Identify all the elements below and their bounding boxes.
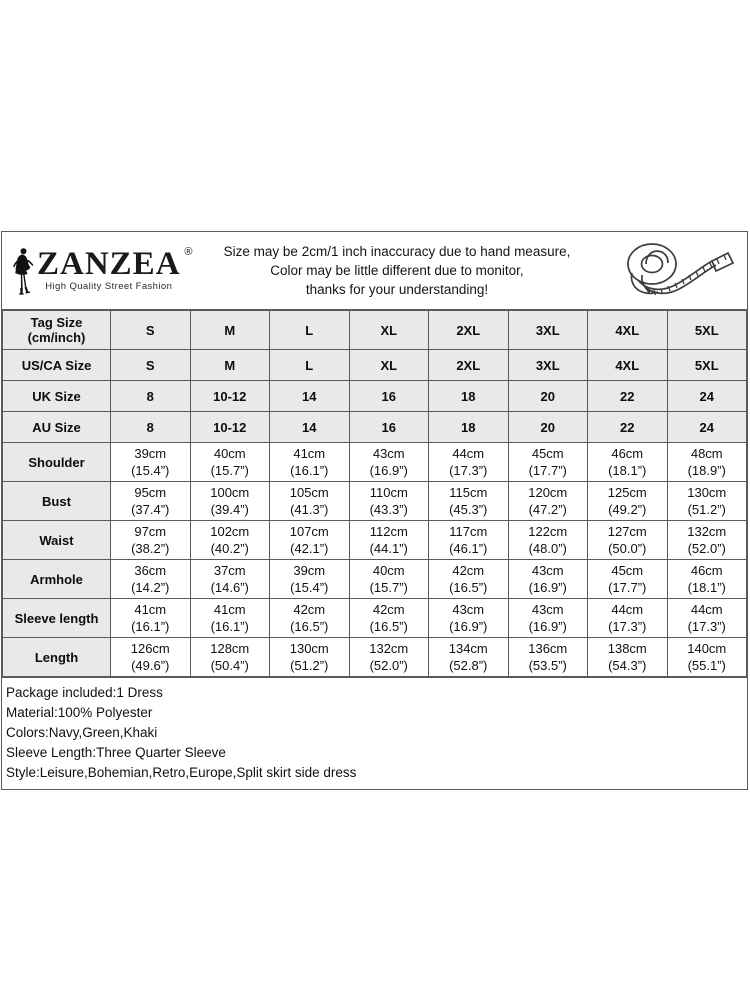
cell-waist-3xl bbox=[508, 521, 588, 560]
value-inch: (50.4”) bbox=[210, 658, 249, 673]
value-inch: (17.3”) bbox=[608, 619, 647, 634]
value-inch: (52.8”) bbox=[449, 658, 488, 673]
cell-shoulder-m bbox=[190, 443, 270, 482]
cell-uk-m: 10-12 bbox=[190, 381, 270, 412]
cell-shoulder-l bbox=[270, 443, 350, 482]
cell-us-ca-m: M bbox=[190, 350, 270, 381]
value-inch: (46.1”) bbox=[449, 541, 488, 556]
cell-shoulder-2xl bbox=[429, 443, 509, 482]
cell-waist-m bbox=[190, 521, 270, 560]
cell-sleeve-length-2xl bbox=[429, 599, 509, 638]
value-cm: 37cm bbox=[213, 563, 246, 578]
value-cm: 48cm bbox=[690, 446, 723, 461]
detail-material: Material:100% Polyester bbox=[6, 705, 153, 720]
value-cm: 110cm bbox=[369, 485, 408, 500]
row-header-line-2: (cm/inch) bbox=[27, 330, 86, 345]
value-inch: (44.1”) bbox=[369, 541, 408, 556]
value-inch: (16.9”) bbox=[528, 619, 567, 634]
row-header-us-ca-size: US/CA Size bbox=[3, 350, 111, 381]
cell-sleeve-length-3xl bbox=[508, 599, 588, 638]
cell-shoulder-s bbox=[111, 443, 191, 482]
cell-tag-size-l: L bbox=[270, 311, 350, 350]
cell-uk-l: 14 bbox=[270, 381, 350, 412]
value-inch: (18.1”) bbox=[608, 463, 647, 478]
chart-banner bbox=[2, 232, 747, 310]
cell-bust-s bbox=[111, 482, 191, 521]
value-inch: (16.5”) bbox=[369, 619, 408, 634]
value-inch: (16.9”) bbox=[528, 580, 567, 595]
size-table-body bbox=[3, 311, 747, 677]
value-cm: 97cm bbox=[134, 524, 167, 539]
value-cm: 105cm bbox=[289, 485, 329, 500]
table-row bbox=[3, 638, 747, 677]
cell-uk-5xl: 24 bbox=[667, 381, 747, 412]
brand-logo bbox=[2, 245, 194, 296]
value-cm: 41cm bbox=[293, 446, 326, 461]
value-inch: (52.0”) bbox=[369, 658, 408, 673]
row-header-armhole: Armhole bbox=[3, 560, 111, 599]
value-cm: 107cm bbox=[289, 524, 329, 539]
product-details bbox=[2, 677, 747, 789]
value-inch: (18.1”) bbox=[687, 580, 726, 595]
brand-name bbox=[37, 245, 194, 282]
table-row bbox=[3, 350, 747, 381]
value-inch: (18.9”) bbox=[687, 463, 726, 478]
cell-armhole-4xl bbox=[588, 560, 668, 599]
detail-style: Style:Leisure,Bohemian,Retro,Europe,Split skirt side dress bbox=[6, 765, 357, 780]
value-inch: (55.1”) bbox=[687, 658, 726, 673]
value-cm: 45cm bbox=[611, 563, 644, 578]
value-inch: (40.2”) bbox=[210, 541, 249, 556]
value-cm: 140cm bbox=[687, 641, 727, 656]
size-chart-container bbox=[1, 231, 748, 790]
brand-tagline: High Quality Street Fashion bbox=[45, 281, 173, 293]
value-cm: 127cm bbox=[607, 524, 647, 539]
value-inch: (17.7”) bbox=[608, 580, 647, 595]
value-inch: (51.2”) bbox=[290, 658, 329, 673]
row-header-tag-size bbox=[3, 311, 111, 350]
cell-waist-xl bbox=[349, 521, 429, 560]
cell-shoulder-5xl bbox=[667, 443, 747, 482]
value-cm: 44cm bbox=[690, 602, 723, 617]
disclaimer-line-3: thanks for your understanding! bbox=[305, 282, 489, 297]
cell-us-ca-5xl: 5XL bbox=[667, 350, 747, 381]
value-cm: 43cm bbox=[452, 602, 485, 617]
value-cm: 132cm bbox=[369, 641, 409, 656]
value-inch: (16.1”) bbox=[210, 619, 249, 634]
detail-package-included: Package included:1 Dress bbox=[6, 685, 163, 700]
cell-length-xl bbox=[349, 638, 429, 677]
value-cm: 132cm bbox=[687, 524, 727, 539]
value-inch: (15.4”) bbox=[131, 463, 170, 478]
value-inch: (14.6”) bbox=[210, 580, 249, 595]
measurement-disclaimer bbox=[187, 242, 607, 299]
brand-name-text: ZANZEA bbox=[37, 245, 181, 282]
cell-au-xl: 16 bbox=[349, 412, 429, 443]
cell-au-s: 8 bbox=[111, 412, 191, 443]
value-cm: 122cm bbox=[528, 524, 568, 539]
cell-waist-l bbox=[270, 521, 350, 560]
disclaimer-line-2: Color may be little different due to monitor, bbox=[270, 263, 524, 278]
value-inch: (41.3”) bbox=[290, 502, 329, 517]
value-cm: 36cm bbox=[134, 563, 167, 578]
cell-bust-m bbox=[190, 482, 270, 521]
value-inch: (15.7”) bbox=[369, 580, 408, 595]
cell-armhole-2xl bbox=[429, 560, 509, 599]
table-row bbox=[3, 521, 747, 560]
cell-au-m: 10-12 bbox=[190, 412, 270, 443]
value-cm: 40cm bbox=[213, 446, 246, 461]
value-inch: (17.7”) bbox=[528, 463, 567, 478]
cell-uk-2xl: 18 bbox=[429, 381, 509, 412]
row-header-shoulder: Shoulder bbox=[3, 443, 111, 482]
cell-armhole-m bbox=[190, 560, 270, 599]
value-cm: 138cm bbox=[607, 641, 647, 656]
cell-length-2xl bbox=[429, 638, 509, 677]
cell-bust-3xl bbox=[508, 482, 588, 521]
table-row bbox=[3, 599, 747, 638]
value-inch: (16.1”) bbox=[131, 619, 170, 634]
value-cm: 44cm bbox=[611, 602, 644, 617]
value-cm: 42cm bbox=[293, 602, 326, 617]
row-header-sleeve-length: Sleeve length bbox=[3, 599, 111, 638]
value-inch: (54.3”) bbox=[608, 658, 647, 673]
row-header-bust: Bust bbox=[3, 482, 111, 521]
cell-tag-size-m: M bbox=[190, 311, 270, 350]
cell-length-m bbox=[190, 638, 270, 677]
cell-us-ca-2xl: 2XL bbox=[429, 350, 509, 381]
row-header-waist: Waist bbox=[3, 521, 111, 560]
value-cm: 95cm bbox=[134, 485, 167, 500]
value-cm: 39cm bbox=[134, 446, 167, 461]
cell-armhole-l bbox=[270, 560, 350, 599]
table-row bbox=[3, 482, 747, 521]
row-header-uk-size: UK Size bbox=[3, 381, 111, 412]
cell-bust-2xl bbox=[429, 482, 509, 521]
row-header-au-size: AU Size bbox=[3, 412, 111, 443]
cell-armhole-3xl bbox=[508, 560, 588, 599]
value-cm: 42cm bbox=[452, 563, 485, 578]
row-header-line-1: Tag Size bbox=[30, 315, 83, 330]
detail-sleeve-length: Sleeve Length:Three Quarter Sleeve bbox=[6, 745, 226, 760]
value-inch: (14.2”) bbox=[131, 580, 170, 595]
value-cm: 46cm bbox=[611, 446, 644, 461]
cell-uk-xl: 16 bbox=[349, 381, 429, 412]
value-cm: 128cm bbox=[210, 641, 250, 656]
cell-tag-size-4xl: 4XL bbox=[588, 311, 668, 350]
cell-au-2xl: 18 bbox=[429, 412, 509, 443]
cell-au-4xl: 22 bbox=[588, 412, 668, 443]
value-cm: 126cm bbox=[130, 641, 170, 656]
cell-armhole-xl bbox=[349, 560, 429, 599]
cell-us-ca-s: S bbox=[111, 350, 191, 381]
row-header-length: Length bbox=[3, 638, 111, 677]
cell-waist-2xl bbox=[429, 521, 509, 560]
value-inch: (16.5”) bbox=[449, 580, 488, 595]
table-row bbox=[3, 412, 747, 443]
value-inch: (17.3”) bbox=[687, 619, 726, 634]
cell-shoulder-xl bbox=[349, 443, 429, 482]
value-cm: 136cm bbox=[528, 641, 568, 656]
cell-bust-xl bbox=[349, 482, 429, 521]
value-inch: (42.1”) bbox=[290, 541, 329, 556]
value-cm: 40cm bbox=[372, 563, 405, 578]
value-cm: 102cm bbox=[210, 524, 250, 539]
cell-waist-5xl bbox=[667, 521, 747, 560]
value-inch: (43.3”) bbox=[369, 502, 408, 517]
cell-armhole-5xl bbox=[667, 560, 747, 599]
woman-silhouette-icon bbox=[10, 246, 36, 296]
detail-colors: Colors:Navy,Green,Khaki bbox=[6, 725, 158, 740]
table-row bbox=[3, 381, 747, 412]
value-cm: 43cm bbox=[531, 563, 564, 578]
registered-mark: ® bbox=[184, 245, 194, 258]
table-row bbox=[3, 311, 747, 350]
cell-tag-size-5xl: 5XL bbox=[667, 311, 747, 350]
value-inch: (38.2”) bbox=[131, 541, 170, 556]
measuring-tape-icon bbox=[616, 239, 738, 303]
cell-tag-size-s: S bbox=[111, 311, 191, 350]
value-inch: (15.4”) bbox=[290, 580, 329, 595]
cell-sleeve-length-5xl bbox=[667, 599, 747, 638]
value-cm: 46cm bbox=[690, 563, 723, 578]
cell-length-l bbox=[270, 638, 350, 677]
value-cm: 120cm bbox=[528, 485, 568, 500]
cell-au-3xl: 20 bbox=[508, 412, 588, 443]
value-inch: (45.3”) bbox=[449, 502, 488, 517]
value-inch: (50.0”) bbox=[608, 541, 647, 556]
cell-us-ca-xl: XL bbox=[349, 350, 429, 381]
size-chart-table bbox=[2, 310, 747, 677]
value-cm: 130cm bbox=[289, 641, 329, 656]
value-inch: (37.4”) bbox=[131, 502, 170, 517]
value-inch: (16.5”) bbox=[290, 619, 329, 634]
value-inch: (47.2”) bbox=[528, 502, 567, 517]
value-cm: 134cm bbox=[448, 641, 488, 656]
value-cm: 43cm bbox=[531, 602, 564, 617]
cell-sleeve-length-xl bbox=[349, 599, 429, 638]
value-cm: 112cm bbox=[369, 524, 408, 539]
value-cm: 44cm bbox=[452, 446, 485, 461]
value-cm: 125cm bbox=[607, 485, 647, 500]
cell-au-l: 14 bbox=[270, 412, 350, 443]
cell-length-4xl bbox=[588, 638, 668, 677]
cell-bust-5xl bbox=[667, 482, 747, 521]
value-cm: 39cm bbox=[293, 563, 326, 578]
cell-armhole-s bbox=[111, 560, 191, 599]
cell-uk-4xl: 22 bbox=[588, 381, 668, 412]
cell-tag-size-xl: XL bbox=[349, 311, 429, 350]
value-cm: 130cm bbox=[687, 485, 727, 500]
table-row bbox=[3, 443, 747, 482]
value-cm: 115cm bbox=[449, 485, 488, 500]
value-inch: (15.7”) bbox=[210, 463, 249, 478]
value-inch: (48.0”) bbox=[528, 541, 567, 556]
table-row bbox=[3, 560, 747, 599]
cell-sleeve-length-s bbox=[111, 599, 191, 638]
cell-shoulder-4xl bbox=[588, 443, 668, 482]
cell-length-3xl bbox=[508, 638, 588, 677]
cell-waist-4xl bbox=[588, 521, 668, 560]
value-inch: (51.2”) bbox=[687, 502, 726, 517]
cell-us-ca-4xl: 4XL bbox=[588, 350, 668, 381]
value-inch: (49.6”) bbox=[131, 658, 170, 673]
value-inch: (16.9”) bbox=[449, 619, 488, 634]
value-inch: (49.2”) bbox=[608, 502, 647, 517]
cell-tag-size-3xl: 3XL bbox=[508, 311, 588, 350]
cell-uk-3xl: 20 bbox=[508, 381, 588, 412]
disclaimer-line-1: Size may be 2cm/1 inch inaccuracy due to hand measure, bbox=[223, 244, 571, 259]
value-cm: 41cm bbox=[213, 602, 246, 617]
cell-length-s bbox=[111, 638, 191, 677]
value-inch: (16.9”) bbox=[369, 463, 408, 478]
cell-au-5xl: 24 bbox=[667, 412, 747, 443]
value-cm: 45cm bbox=[531, 446, 564, 461]
cell-us-ca-3xl: 3XL bbox=[508, 350, 588, 381]
cell-length-5xl bbox=[667, 638, 747, 677]
value-inch: (16.1”) bbox=[290, 463, 329, 478]
value-inch: (53.5”) bbox=[528, 658, 567, 673]
cell-sleeve-length-l bbox=[270, 599, 350, 638]
cell-sleeve-length-4xl bbox=[588, 599, 668, 638]
cell-shoulder-3xl bbox=[508, 443, 588, 482]
cell-us-ca-l: L bbox=[270, 350, 350, 381]
value-inch: (17.3”) bbox=[449, 463, 488, 478]
cell-tag-size-2xl: 2XL bbox=[429, 311, 509, 350]
cell-bust-l bbox=[270, 482, 350, 521]
cell-waist-s bbox=[111, 521, 191, 560]
value-inch: (39.4”) bbox=[210, 502, 249, 517]
cell-uk-s: 8 bbox=[111, 381, 191, 412]
cell-sleeve-length-m bbox=[190, 599, 270, 638]
cell-bust-4xl bbox=[588, 482, 668, 521]
measuring-tape-illustration bbox=[607, 239, 747, 303]
value-inch: (52.0”) bbox=[687, 541, 726, 556]
value-cm: 41cm bbox=[134, 602, 167, 617]
value-cm: 100cm bbox=[210, 485, 250, 500]
value-cm: 117cm bbox=[449, 524, 488, 539]
value-cm: 42cm bbox=[372, 602, 405, 617]
value-cm: 43cm bbox=[372, 446, 405, 461]
